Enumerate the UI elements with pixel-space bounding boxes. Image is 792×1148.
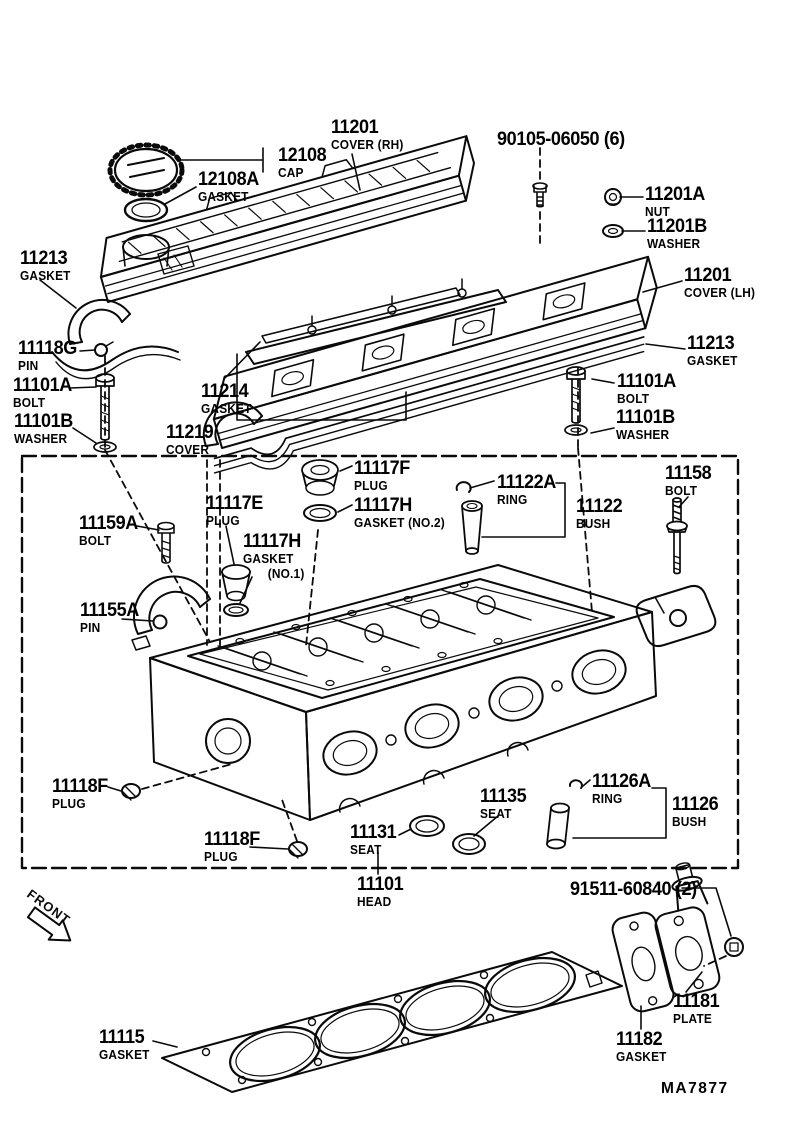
part-number: 11117E: [206, 493, 263, 514]
part-descriptor: GASKET: [20, 269, 71, 283]
part-descriptor: PLUG: [206, 514, 240, 528]
part-descriptor: RING: [592, 792, 623, 806]
part-descriptor: PIN: [18, 359, 39, 373]
part-number: 11117H: [354, 495, 412, 516]
part-label-11117H: [243, 532, 304, 580]
part-descriptor: GASKET: [201, 402, 252, 416]
part-number: 91511-60840 (2): [570, 879, 697, 900]
part-number: 11219: [166, 422, 214, 443]
part-number: 11201B: [647, 216, 707, 237]
part-number: 11122: [576, 496, 623, 517]
part-label-11131: [350, 823, 396, 857]
part-number: 11131: [350, 822, 397, 843]
part-number: 11135: [480, 786, 527, 807]
part-label-11117E: [206, 494, 263, 528]
part-label-11201: [331, 118, 403, 152]
part-label-11118F: [52, 777, 108, 811]
drawing-code: MA7877: [661, 1080, 729, 1097]
part-descriptor: GASKET: [243, 552, 294, 566]
part-number: 11213: [20, 248, 68, 269]
part-label-11117H: [354, 496, 445, 530]
part-descriptor: GASKET: [687, 354, 738, 368]
part-descriptor: BOLT: [617, 392, 650, 406]
part-descriptor: WASHER: [647, 237, 701, 251]
part-number: 11213: [687, 333, 735, 354]
part-label-11182: [616, 1030, 667, 1064]
front-label: FRONT: [24, 886, 74, 928]
part-descriptor: GASKET: [616, 1050, 667, 1064]
part-label-11126: [672, 795, 718, 829]
part-number: 11181: [673, 991, 720, 1012]
part-number: 11201A: [645, 184, 705, 205]
part-descriptor: PLUG: [204, 850, 238, 864]
part-label-11201A: [645, 185, 705, 219]
part-number: 11126A: [592, 771, 651, 792]
part-number: 11182: [616, 1029, 663, 1050]
part-label-12108: [278, 146, 326, 180]
part-descriptor: PLATE: [673, 1012, 712, 1026]
part-descriptor: BOLT: [79, 534, 112, 548]
part-descriptor: BOLT: [13, 396, 46, 410]
part-descriptor: WASHER: [14, 432, 68, 446]
part-descriptor: GASKET (NO.2): [354, 516, 445, 530]
part-descriptor: PLUG: [52, 797, 86, 811]
part-number: 11117H: [243, 531, 301, 552]
part-number: 11126: [672, 794, 719, 815]
part-number: 11115: [99, 1027, 145, 1048]
part-label-11181: [673, 992, 719, 1026]
part-descriptor: CAP: [278, 166, 304, 180]
part-label-11159A: [79, 514, 138, 548]
part-label-11214: [201, 382, 252, 416]
part-label-11118G: [18, 339, 77, 373]
part-descriptor: SEAT: [480, 807, 512, 821]
part-label-91511-608402: [570, 880, 697, 899]
part-label-11201B: [647, 217, 707, 251]
part-descriptor: WASHER: [616, 428, 670, 442]
part-label-11118F: [204, 830, 260, 864]
part-number: 11101B: [616, 407, 675, 428]
part-number: 11101: [357, 874, 404, 895]
part-number: 11158: [665, 463, 712, 484]
part-descriptor: BUSH: [672, 815, 707, 829]
part-descriptor: GASKET: [198, 190, 249, 204]
part-label-11201: [684, 266, 755, 300]
part-descriptor: NUT: [645, 205, 670, 219]
part-number: 11101A: [13, 375, 72, 396]
part-number: 11117F: [354, 458, 410, 479]
part-descriptor: SEAT: [350, 843, 382, 857]
part-number: 11159A: [79, 513, 138, 534]
part-number: 11201: [331, 117, 379, 138]
part-number: 11118G: [18, 338, 77, 359]
part-label-11155A: [80, 601, 139, 635]
part-label-12108A: [198, 170, 259, 204]
part-label-11158: [665, 464, 711, 498]
part-number: 11101A: [617, 371, 676, 392]
part-label-11122: [576, 497, 622, 531]
part-number: 11201: [684, 265, 732, 286]
part-number: 11155A: [80, 600, 139, 621]
part-label-11101B: [14, 412, 73, 446]
part-descriptor: COVER (RH): [331, 138, 404, 152]
part-number: 11101B: [14, 411, 73, 432]
part-label-11213: [687, 334, 738, 368]
part-descriptor: GASKET: [99, 1048, 150, 1062]
part-descriptor: PIN: [80, 621, 101, 635]
part-descriptor: HEAD: [357, 895, 392, 909]
part-number: 11122A: [497, 472, 556, 493]
part-number: 12108: [278, 145, 327, 166]
part-label-11101B: [616, 408, 675, 442]
part-label-11101A: [617, 372, 676, 406]
part-descriptor: PLUG: [354, 479, 388, 493]
part-label-11213: [20, 249, 71, 283]
part-label-11122A: [497, 473, 556, 507]
part-number: 11118F: [52, 776, 108, 797]
part-number: 90105-06050 (6): [497, 129, 625, 150]
part-descriptor: COVER: [166, 443, 210, 457]
part-number: 11118F: [204, 829, 260, 850]
part-label-11115: [99, 1028, 150, 1062]
part-label-11117F: [354, 459, 410, 493]
part-label-11101A: [13, 376, 72, 410]
part-descriptor: BOLT: [665, 484, 698, 498]
part-number: 11214: [201, 381, 249, 402]
part-descriptor: RING: [497, 493, 528, 507]
part-label-11219: [166, 423, 213, 457]
part-label-90105-060506: [497, 130, 625, 149]
part-label-11135: [480, 787, 526, 821]
part-label-11101: [357, 875, 403, 909]
part-number: 12108A: [198, 169, 259, 190]
part-descriptor: COVER (LH): [684, 286, 756, 300]
part-label-11126A: [592, 772, 651, 806]
part-descriptor: BUSH: [576, 517, 611, 531]
part-descriptor-line2: (NO.1): [267, 566, 305, 581]
